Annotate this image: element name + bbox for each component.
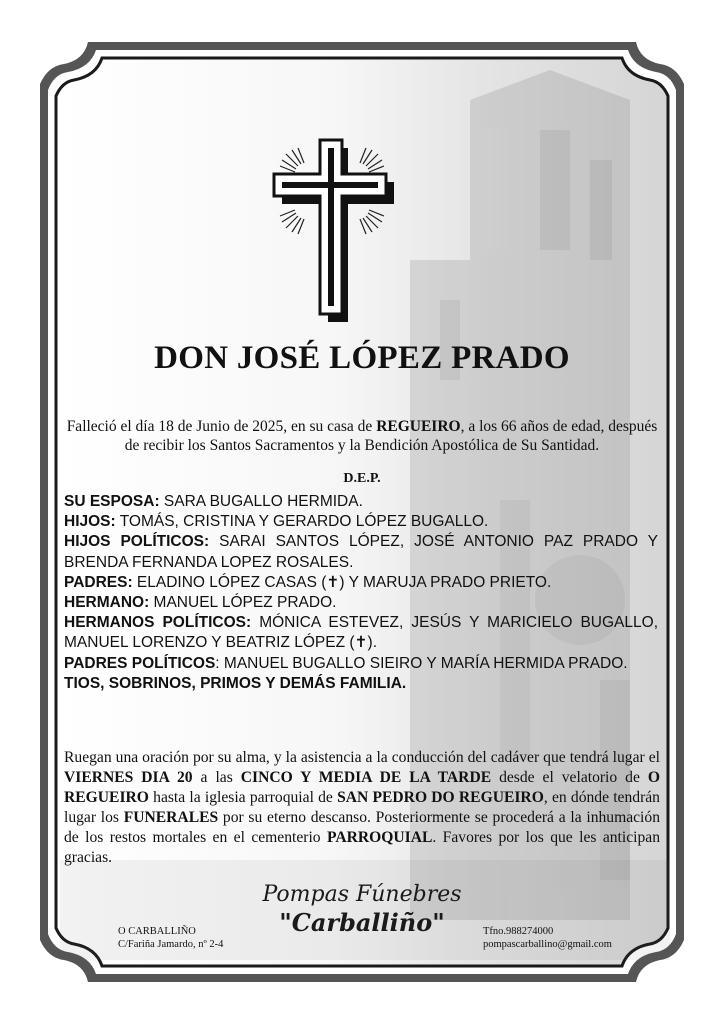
intro-text-2: , a los 66 años de edad, después de recibir los Santos Sacramentos y la Bendición Apostólica de Su Santidad. [124, 418, 658, 454]
closing-bold-church: SAN PEDRO DO REGUEIRO [337, 789, 544, 806]
closing-bold-time: CINCO Y MEDIA DE LA TARDE [240, 769, 492, 786]
family-entry [64, 613, 658, 653]
family-entry [64, 654, 658, 674]
family-entry [64, 674, 658, 694]
family-entry [64, 573, 658, 593]
family-label: SU ESPOSA: [64, 493, 160, 510]
family-label: HERMANO: [64, 594, 150, 612]
intro-text-1: Falleció el día 18 de Junio de 2025, en su casa de [66, 418, 377, 435]
family-list [64, 492, 658, 694]
family-label: PADRES: [64, 573, 133, 591]
closing-text: . Favores por los que les anticipan gracias. [64, 829, 660, 866]
footer-address [118, 925, 223, 951]
family-entry [64, 532, 658, 572]
family-text: TOMÁS, CRISTINA Y GERARDO LÓPEZ BUGALLO. [115, 513, 489, 531]
footer-street: C/Fariña Jamardo, nº 2-4 [118, 939, 224, 950]
deceased-name: DON JOSÉ LÓPEZ PRADO [154, 340, 570, 376]
cross-icon [262, 138, 402, 328]
dep-heading: D.E.P. [343, 471, 381, 486]
family-entry [64, 593, 658, 613]
closing-text: a las [192, 769, 241, 786]
logo-line-2: "Carballiño" [279, 908, 445, 937]
family-text: SARA BUGALLO HERMIDA. [159, 493, 363, 510]
closing-text: Ruegan una oración por su alma, y la asistencia a la conducción del cadáver que tendrá lugar el [64, 749, 660, 766]
funeral-details [64, 748, 660, 868]
footer-phone: Tfno.988274000 [483, 926, 554, 937]
closing-text: , en dónde tendrán lugar los [64, 789, 660, 826]
funeral-home-logo [262, 882, 462, 938]
cross-emblem [262, 138, 402, 328]
closing-bold-funerals: FUNERALES [123, 809, 219, 826]
intro-place: REGUEIRO [376, 418, 461, 435]
logo-line-1: Pompas Fúnebres [262, 882, 462, 907]
closing-bold-wake: O REGUEIRO [64, 769, 660, 806]
family-text: MANUEL LÓPEZ PRADO. [149, 594, 337, 612]
family-label: HIJOS POLÍTICOS: [64, 533, 210, 551]
closing-bold-day: VIERNES DIA 20 [64, 769, 193, 786]
family-text: MÓNICA ESTEVEZ, JESÚS Y MARICIELO BUGALLO, MANUEL LORENZO Y BEATRIZ LÓPEZ (✝). [64, 614, 658, 652]
closing-text: hasta la iglesia parroquial de [148, 789, 338, 806]
footer-contact [483, 925, 612, 951]
family-label: PADRES POLÍTICOS [64, 654, 216, 672]
footer-email: pompascarballino@gmail.com [483, 939, 612, 950]
family-label: TIOS, SOBRINOS, PRIMOS Y DEMÁS FAMILIA. [64, 674, 407, 692]
closing-bold-cemetery: PARROQUIAL [326, 829, 433, 846]
family-label: HIJOS: [64, 513, 116, 531]
family-entry [64, 492, 658, 512]
closing-text: por su eterno descanso. Posteriormente se procederá a la inhumación de los restos mortales en el cementerio [64, 809, 660, 846]
family-entry [64, 512, 658, 532]
family-text: : MANUEL BUGALLO SIEIRO Y MARÍA HERMIDA PRADO. [215, 654, 628, 672]
closing-text: desde el velatorio de [491, 769, 648, 786]
family-text: ELADINO LÓPEZ CASAS (✝) Y MARUJA PRADO PRIETO. [132, 573, 552, 591]
footer-town: O CARBALLIÑO [118, 926, 196, 937]
death-announcement [62, 417, 662, 455]
family-label: HERMANOS POLÍTICOS: [64, 614, 252, 632]
family-text: SARAI SANTOS LÓPEZ, JOSÉ ANTONIO PAZ PRADO Y BRENDA FERNANDA LOPEZ ROSALES. [64, 533, 659, 571]
